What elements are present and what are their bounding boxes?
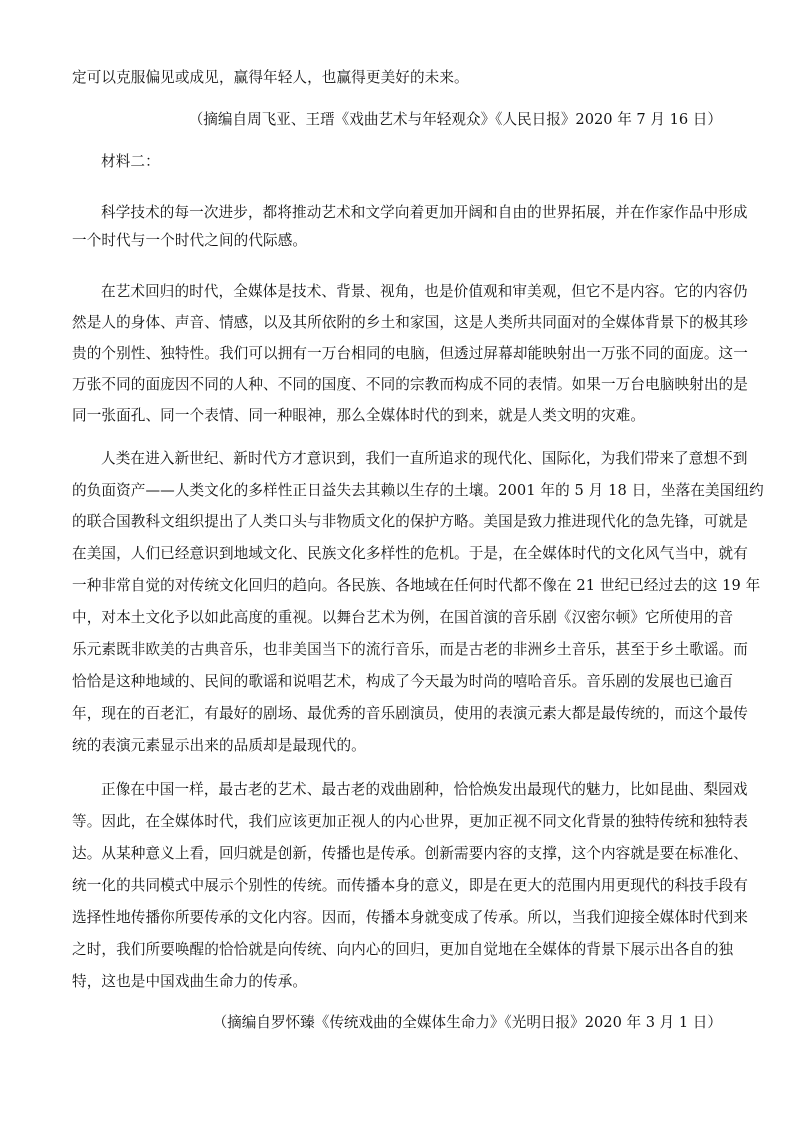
paragraph-line: 的联合国教科文组织提出了人类口头与非物质文化的保护方略。美国是致力推进现代化的急先锋，可就是 xyxy=(72,513,748,530)
paragraph-line: 的负面资产——人类文化的多样性正日益失去其赖以生存的土壤。2001 年的 5 月 18 日，坐落在美国纽约 xyxy=(72,482,764,499)
paragraph-line: 选择性地传播你所要传承的文化内容。因而，传播本身就变成了传承。所以，当我们迎接全媒体时代到来 xyxy=(72,909,748,926)
source-citation-2: （摘编自罗怀臻《传统戏曲的全媒体生命力》《光明日报》2020 年 3 月 1 日） xyxy=(212,1014,722,1031)
paragraph-continuation-line: 定可以克服偏见或成见，赢得年轻人，也赢得更美好的未来。 xyxy=(72,69,469,86)
paragraph-line: 同一张面孔、同一个表情、同一种眼神，那么全媒体时代的到来，就是人类文明的灾难。 xyxy=(72,407,646,424)
paragraph-line: 年，现在的百老汇，有最好的剧场、最优秀的音乐剧演员，使用的表演元素大都是最传统的，而这个最传 xyxy=(72,705,748,722)
paragraph-line: 在艺术回归的时代，全媒体是技术、背景、视角，也是价值观和审美观，但它不是内容。它的内容仍 xyxy=(101,283,748,300)
paragraph-line: 在美国，人们已经意识到地域文化、民族文化多样性的危机。于是，在全媒体时代的文化风气当中，就有 xyxy=(72,545,748,562)
paragraph-line: 达。从某种意义上看，回归就是创新，传播也是传承。创新需要内容的支撑，这个内容就是要在标准化、 xyxy=(72,845,748,862)
paragraph-line: 正像在中国一样，最古老的艺术、最古老的戏曲剧种，恰恰焕发出最现代的魅力，比如昆曲、梨园戏 xyxy=(101,781,748,798)
paragraph-line: 恰恰是这种地域的、民间的歌谣和说唱艺术，构成了今天最为时尚的嘻哈音乐。音乐剧的发展也已逾百 xyxy=(72,673,734,690)
paragraph-line: 贵的个别性、独特性。我们可以拥有一万台相同的电脑，但透过屏幕却能映射出一万张不同的面庞。这一 xyxy=(72,345,748,362)
paragraph-line: 乐元素既非欧美的古典音乐，也非美国当下的流行音乐，而是古老的非洲乡土音乐，甚至于乡土歌谣。而 xyxy=(72,641,748,658)
paragraph-line: 特，这也是中国戏曲生命力的传承。 xyxy=(72,973,308,990)
paragraph-line: 统一化的共同模式中展示个别性的传统。而传播本身的意义，即是在更大的范围内用更现代的科技手段有 xyxy=(72,877,748,894)
paragraph-line: 等。因此，在全媒体时代，我们应该更加正视人的内心世界，更加正视不同文化背景的独特传统和独特表 xyxy=(72,813,748,830)
paragraph-line: 中，对本土文化予以如此高度的重视。以舞台艺术为例，在国首演的音乐剧《汉密尔顿》它所使用的音 xyxy=(72,609,734,626)
source-citation-1: （摘编自周飞亚、王瑨《戏曲艺术与年轻观众》《人民日报》2020 年 7 月 16 日） xyxy=(188,111,722,128)
paragraph-line: 人类在进入新世纪、新时代方才意识到，我们一直所追求的现代化、国际化，为我们带来了意想不到 xyxy=(101,450,748,467)
paragraph-line: 之时，我们所要唤醒的恰恰就是向传统、向内心的回归，更加自觉地在全媒体的背景下展示出各自的独 xyxy=(72,941,734,958)
paragraph-line: 一个时代与一个时代之间的代际感。 xyxy=(72,232,308,249)
paragraph-line: 科学技术的每一次进步，都将推动艺术和文学向着更加开阔和自由的世界拓展，并在作家作品中形成 xyxy=(101,204,748,221)
paragraph-line: 万张不同的面庞因不同的人种、不同的国度、不同的宗教而构成不同的表情。如果一万台电脑映射出的是 xyxy=(72,376,748,393)
paragraph-line: 然是人的身体、声音、情感，以及其所依附的乡土和家国，这是人类所共同面对的全媒体背景下的极其珍 xyxy=(72,314,748,331)
paragraph-line: 一种非常自觉的对传统文化回归的趋向。各民族、各地域在任何时代都不像在 21 世纪已经过去的这 19 年 xyxy=(72,577,761,594)
paragraph-line: 统的表演元素显示出来的品质却是最现代的。 xyxy=(72,737,366,754)
material-heading: 材料二： xyxy=(101,153,160,170)
